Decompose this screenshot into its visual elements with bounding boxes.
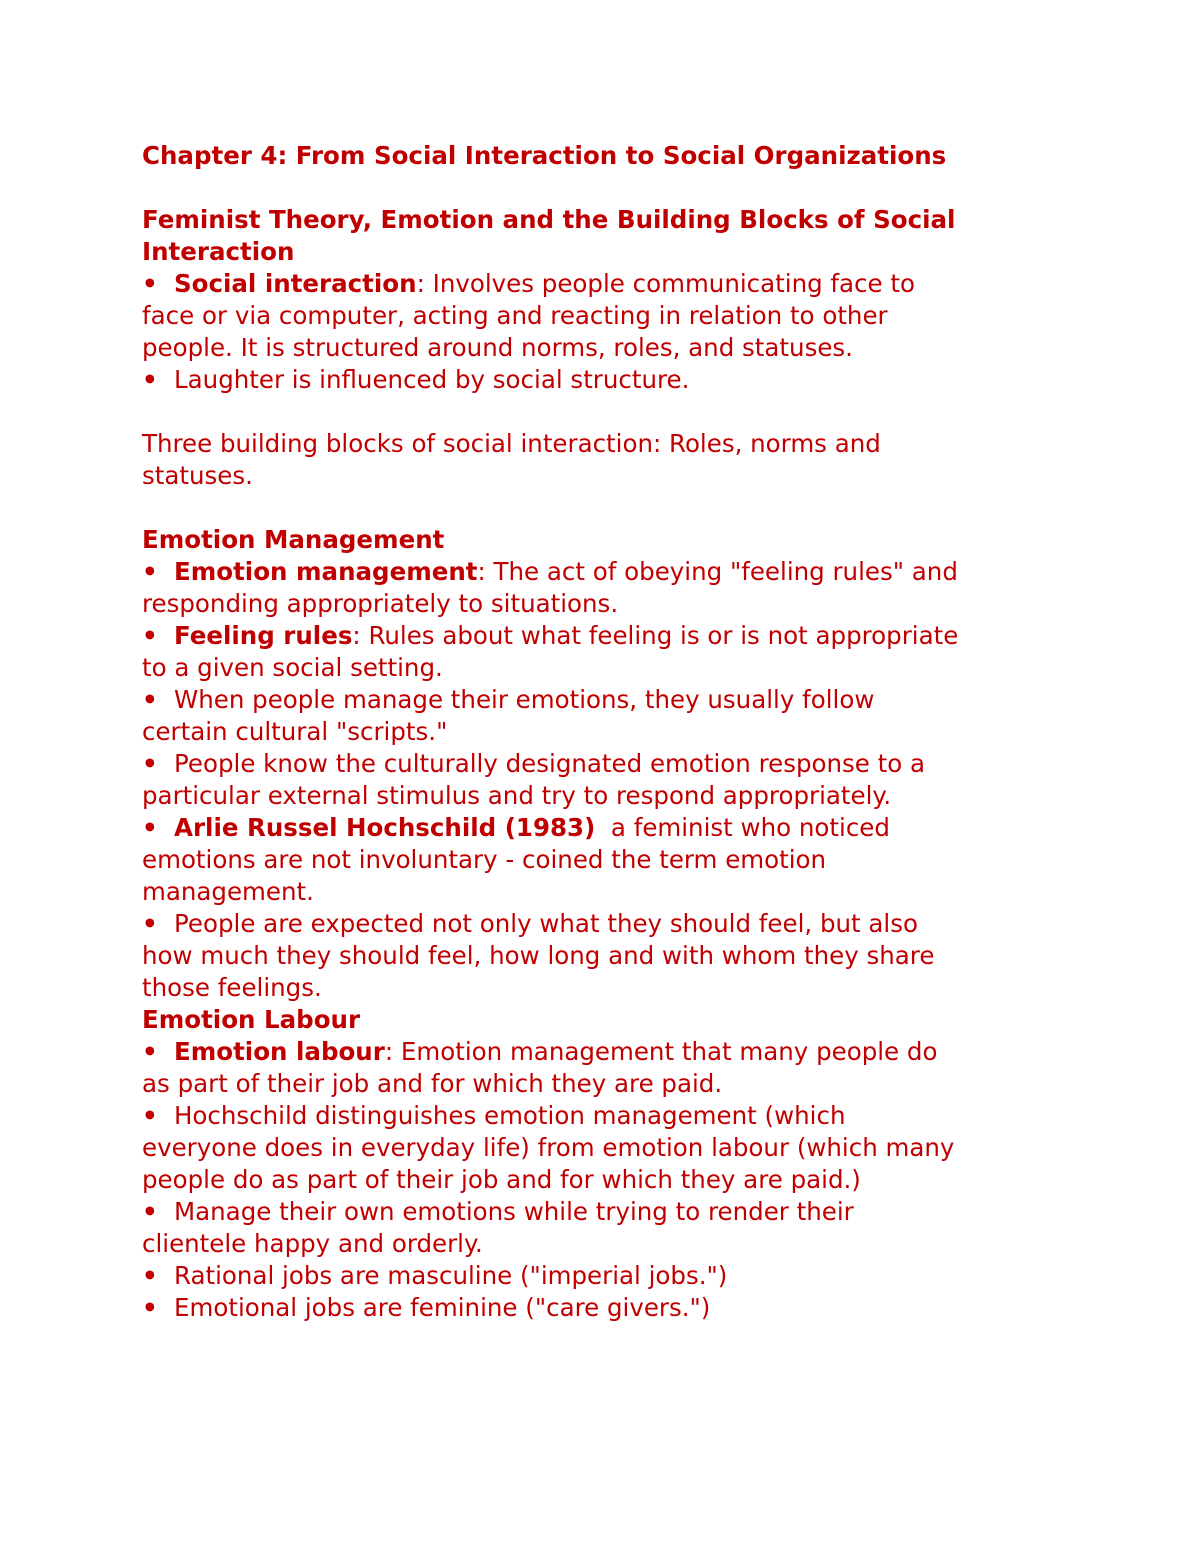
paragraph-line: clientele happy and orderly. bbox=[142, 1229, 483, 1258]
bullet-text: Emotional jobs are feminine ("care givers.") bbox=[174, 1293, 711, 1322]
bullet-icon: • bbox=[142, 813, 158, 842]
bullet-item bbox=[142, 812, 1072, 844]
bullet-item bbox=[142, 748, 1072, 780]
bullet-icon: • bbox=[142, 1101, 158, 1130]
bullet-text: People are expected not only what they should feel, but also bbox=[174, 909, 918, 938]
bullet-icon: • bbox=[142, 685, 158, 714]
bullet-text: People know the culturally designated emotion response to a bbox=[174, 749, 926, 778]
bullet-item bbox=[142, 684, 1072, 716]
bullet-item bbox=[142, 364, 1072, 396]
bullet-term: Emotion management bbox=[174, 557, 478, 586]
bullet-item bbox=[142, 1100, 1072, 1132]
bullet-icon: • bbox=[142, 1197, 158, 1226]
bullet-item bbox=[142, 620, 1072, 652]
paragraph-line: everyone does in everyday life) from emotion labour (which many bbox=[142, 1133, 955, 1162]
bullet-text: Hochschild distinguishes emotion management (which bbox=[174, 1101, 846, 1130]
bullet-text: : Rules about what feeling is or is not appropriate bbox=[352, 621, 959, 650]
bullet-item bbox=[142, 908, 1072, 940]
paragraph-line: management. bbox=[142, 877, 314, 906]
paragraph-line: statuses. bbox=[142, 461, 253, 490]
bullet-icon: • bbox=[142, 909, 158, 938]
document-page bbox=[142, 140, 1072, 1324]
paragraph-line: people. It is structured around norms, roles, and statuses. bbox=[142, 333, 853, 362]
bullet-icon: • bbox=[142, 365, 158, 394]
bullet-icon: • bbox=[142, 1261, 158, 1290]
paragraph-line: Three building blocks of social interaction: Roles, norms and bbox=[142, 429, 881, 458]
bullet-text: When people manage their emotions, they usually follow bbox=[174, 685, 875, 714]
paragraph-line: emotions are not involuntary - coined the term emotion bbox=[142, 845, 827, 874]
paragraph-line: face or via computer, acting and reacting in relation to other bbox=[142, 301, 888, 330]
paragraph-line: particular external stimulus and try to respond appropriately. bbox=[142, 781, 892, 810]
paragraph-line: certain cultural "scripts." bbox=[142, 717, 448, 746]
section-heading: Emotion Management bbox=[142, 525, 445, 554]
paragraph-line: those feelings. bbox=[142, 973, 322, 1002]
bullet-text: Manage their own emotions while trying to render their bbox=[174, 1197, 854, 1226]
bullet-icon: • bbox=[142, 269, 158, 298]
bullet-item bbox=[142, 268, 1072, 300]
bullet-item bbox=[142, 1292, 1072, 1324]
section-heading: Feminist Theory, Emotion and the Building Blocks of Social bbox=[142, 205, 956, 234]
bullet-term: Social interaction bbox=[174, 269, 417, 298]
paragraph-line: as part of their job and for which they are paid. bbox=[142, 1069, 723, 1098]
bullet-item bbox=[142, 1196, 1072, 1228]
paragraph-line: how much they should feel, how long and with whom they share bbox=[142, 941, 935, 970]
bullet-text: : The act of obeying "feeling rules" and bbox=[477, 557, 958, 586]
bullet-text: Rational jobs are masculine ("imperial jobs.") bbox=[174, 1261, 728, 1290]
section-heading: Chapter 4: From Social Interaction to Social Organizations bbox=[142, 141, 947, 170]
bullet-item bbox=[142, 1036, 1072, 1068]
blank-line bbox=[142, 396, 1072, 428]
bullet-text: : Involves people communicating face to bbox=[416, 269, 915, 298]
bullet-icon: • bbox=[142, 557, 158, 586]
bullet-term: Arlie Russel Hochschild (1983) bbox=[174, 813, 596, 842]
bullet-item bbox=[142, 556, 1072, 588]
paragraph-line: people do as part of their job and for which they are paid.) bbox=[142, 1165, 861, 1194]
blank-line bbox=[142, 172, 1072, 204]
blank-line bbox=[142, 492, 1072, 524]
bullet-term: Emotion labour bbox=[174, 1037, 385, 1066]
bullet-text: a feminist who noticed bbox=[595, 813, 890, 842]
bullet-icon: • bbox=[142, 1037, 158, 1066]
section-heading: Emotion Labour bbox=[142, 1005, 361, 1034]
paragraph-line: responding appropriately to situations. bbox=[142, 589, 619, 618]
paragraph-line: to a given social setting. bbox=[142, 653, 443, 682]
bullet-icon: • bbox=[142, 1293, 158, 1322]
bullet-text: : Emotion management that many people do bbox=[384, 1037, 938, 1066]
bullet-icon: • bbox=[142, 749, 158, 778]
section-heading: Interaction bbox=[142, 237, 295, 266]
bullet-text: Laughter is influenced by social structure. bbox=[174, 365, 690, 394]
bullet-icon: • bbox=[142, 621, 158, 650]
bullet-term: Feeling rules bbox=[174, 621, 353, 650]
bullet-item bbox=[142, 1260, 1072, 1292]
